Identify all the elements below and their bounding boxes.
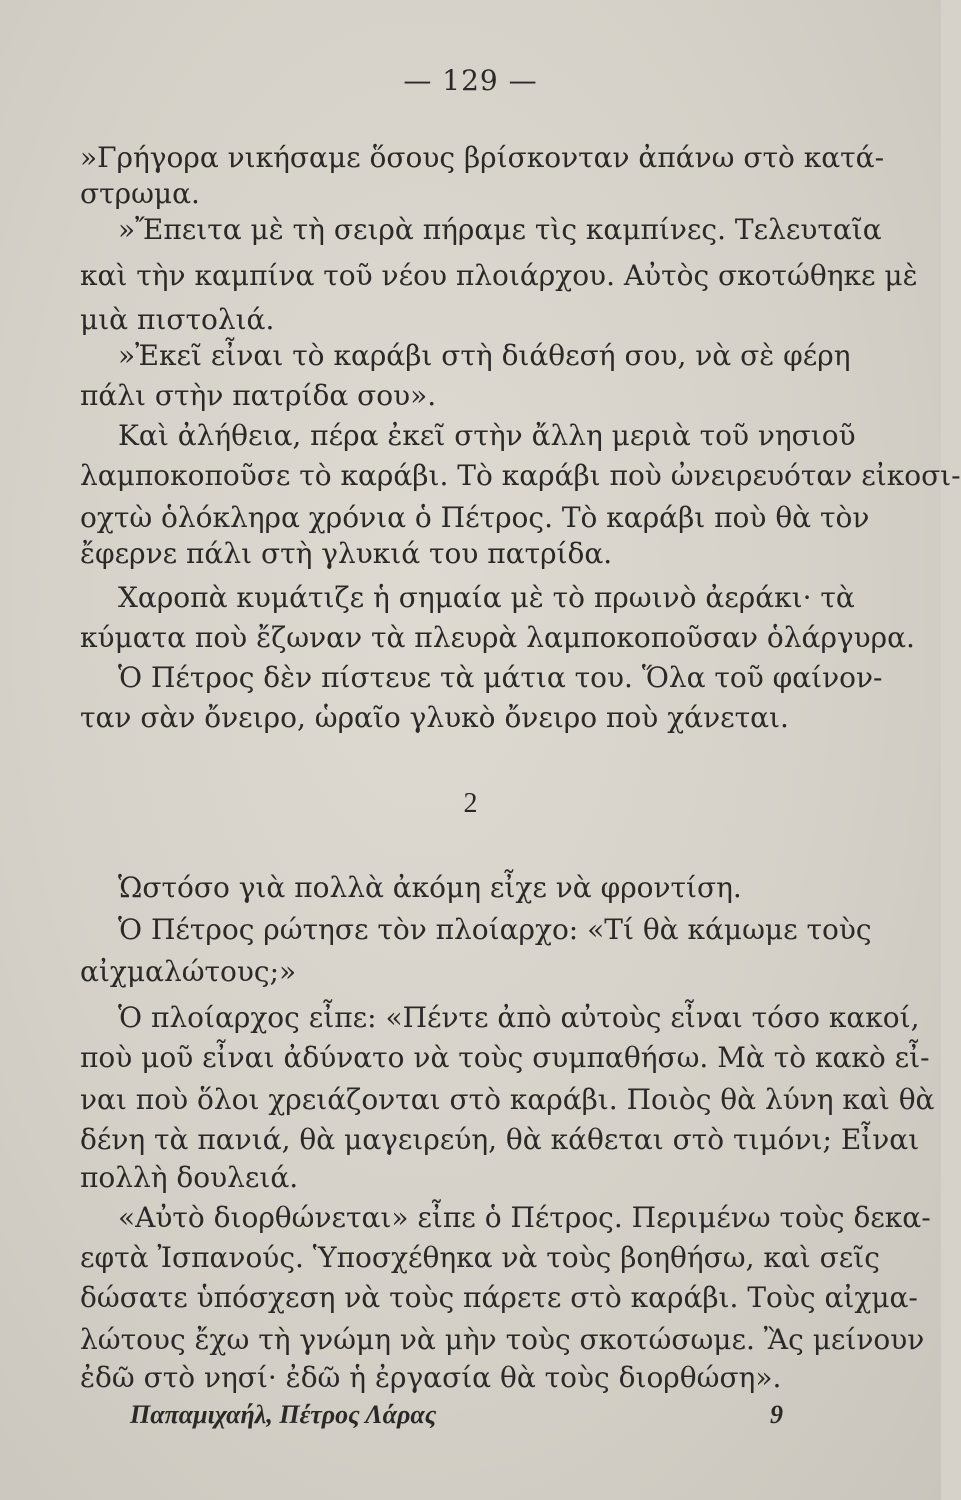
text-line: δώσατε ὑπόσχεση νὰ τοὺς πάρετε στὸ καράβι. Τοὺς αἰχμα- xyxy=(80,1281,918,1314)
text-line: Ὁ Πέτρος ρώτησε τὸν πλοίαρχο: «Τί θὰ κάμωμε τοὺς xyxy=(118,913,872,946)
text-line: λώτους ἔχω τὴ γνώμη νὰ μὴν τοὺς σκοτώσωμε. Ἂς μείνουν xyxy=(80,1323,925,1356)
text-line: Ὁ Πέτρος δὲν πίστευε τὰ μάτια του. Ὅλα τοῦ φαίνον- xyxy=(118,661,883,694)
text-line: καὶ τὴν καμπίνα τοῦ νέου πλοιάρχου. Αὐτὸς σκοτώθηκε μὲ xyxy=(80,259,918,292)
text-line: πολλὴ δουλειά. xyxy=(80,1161,299,1194)
text-line: Ὁ πλοίαρχος εἶπε: «Πέντε ἀπὸ αὐτοὺς εἶναι τόσο κακοί, xyxy=(118,1001,920,1034)
text-line: Καὶ ἀλήθεια, πέρα ἐκεῖ στὴν ἄλλη μεριὰ τοῦ νησιοῦ xyxy=(118,419,856,452)
text-line: οχτὼ ὁλόκληρα χρόνια ὁ Πέτρος. Τὸ καράβι ποὺ θὰ τὸν xyxy=(80,501,870,534)
text-line: ἔφερνε πάλι στὴ γλυκιά του πατρίδα. xyxy=(80,537,613,570)
text-line: λαμποκοποῦσε τὸ καράβι. Τὸ καράβι ποὺ ὠνειρευόταν εἰκοσι- xyxy=(80,459,961,492)
text-line: ἐδῶ στὸ νησί· ἐδῶ ἡ ἐργασία θὰ τοὺς διορθώση». xyxy=(80,1361,782,1394)
text-line: δένη τὰ πανιά, θὰ μαγειρεύη, θὰ κάθεται στὸ τιμόνι; Εἶναι xyxy=(80,1123,920,1156)
text-line: πάλι στὴν πατρίδα σου». xyxy=(80,379,437,412)
text-line: Ὡστόσο γιὰ πολλὰ ἀκόμη εἶχε νὰ φροντίση. xyxy=(118,871,742,904)
text-line: ταν σὰν ὄνειρο, ὡραῖο γλυκὸ ὄνειρο ποὺ χάνεται. xyxy=(80,701,789,734)
signature-mark: 9 xyxy=(770,1400,783,1429)
page-number: — 129 — xyxy=(403,64,538,97)
text-line: κύματα ποὺ ἔζωναν τὰ πλευρὰ λαμποκοποῦσαν ὁλάργυρα. xyxy=(80,621,915,654)
text-line: »Γρήγορα νικήσαμε ὅσους βρίσκονταν ἀπάνω στὸ κατά- xyxy=(80,141,885,174)
text-line: »Ἔπειτα μὲ τὴ σειρὰ πήραμε τὶς καμπίνες. Τελευταῖα xyxy=(118,213,882,246)
text-line: στρωμα. xyxy=(80,177,200,210)
text-line: ναι ποὺ ὅλοι χρειάζονται στὸ καράβι. Ποιὸς θὰ λύνη καὶ θὰ xyxy=(80,1083,935,1116)
section-number: 2 xyxy=(463,788,478,819)
text-line: μιὰ πιστολιά. xyxy=(80,303,275,336)
footer-title: Παπαμιχαήλ, Πέτρος Λάρας xyxy=(130,1400,437,1429)
text-line: Χαροπὰ κυμάτιζε ἡ σημαία μὲ τὸ πρωινὸ ἀεράκι· τὰ xyxy=(118,581,855,614)
text-line: «Αὐτὸ διορθώνεται» εἶπε ὁ Πέτρος. Περιμένω τοὺς δεκα- xyxy=(118,1201,931,1234)
text-line: εφτὰ Ἰσπανούς. Ὑποσχέθηκα νὰ τοὺς βοηθήσω, καὶ σεῖς xyxy=(80,1241,880,1274)
text-line: »Ἐκεῖ εἶναι τὸ καράβι στὴ διάθεσή σου, νὰ σὲ φέρη xyxy=(118,339,851,372)
text-line: ποὺ μοῦ εἶναι ἀδύνατο νὰ τοὺς συμπαθήσω. Μὰ τὸ κακὸ εἶ- xyxy=(80,1041,930,1074)
page-footer xyxy=(130,1400,836,1430)
text-line: αἰχμαλώτους;» xyxy=(80,955,297,988)
